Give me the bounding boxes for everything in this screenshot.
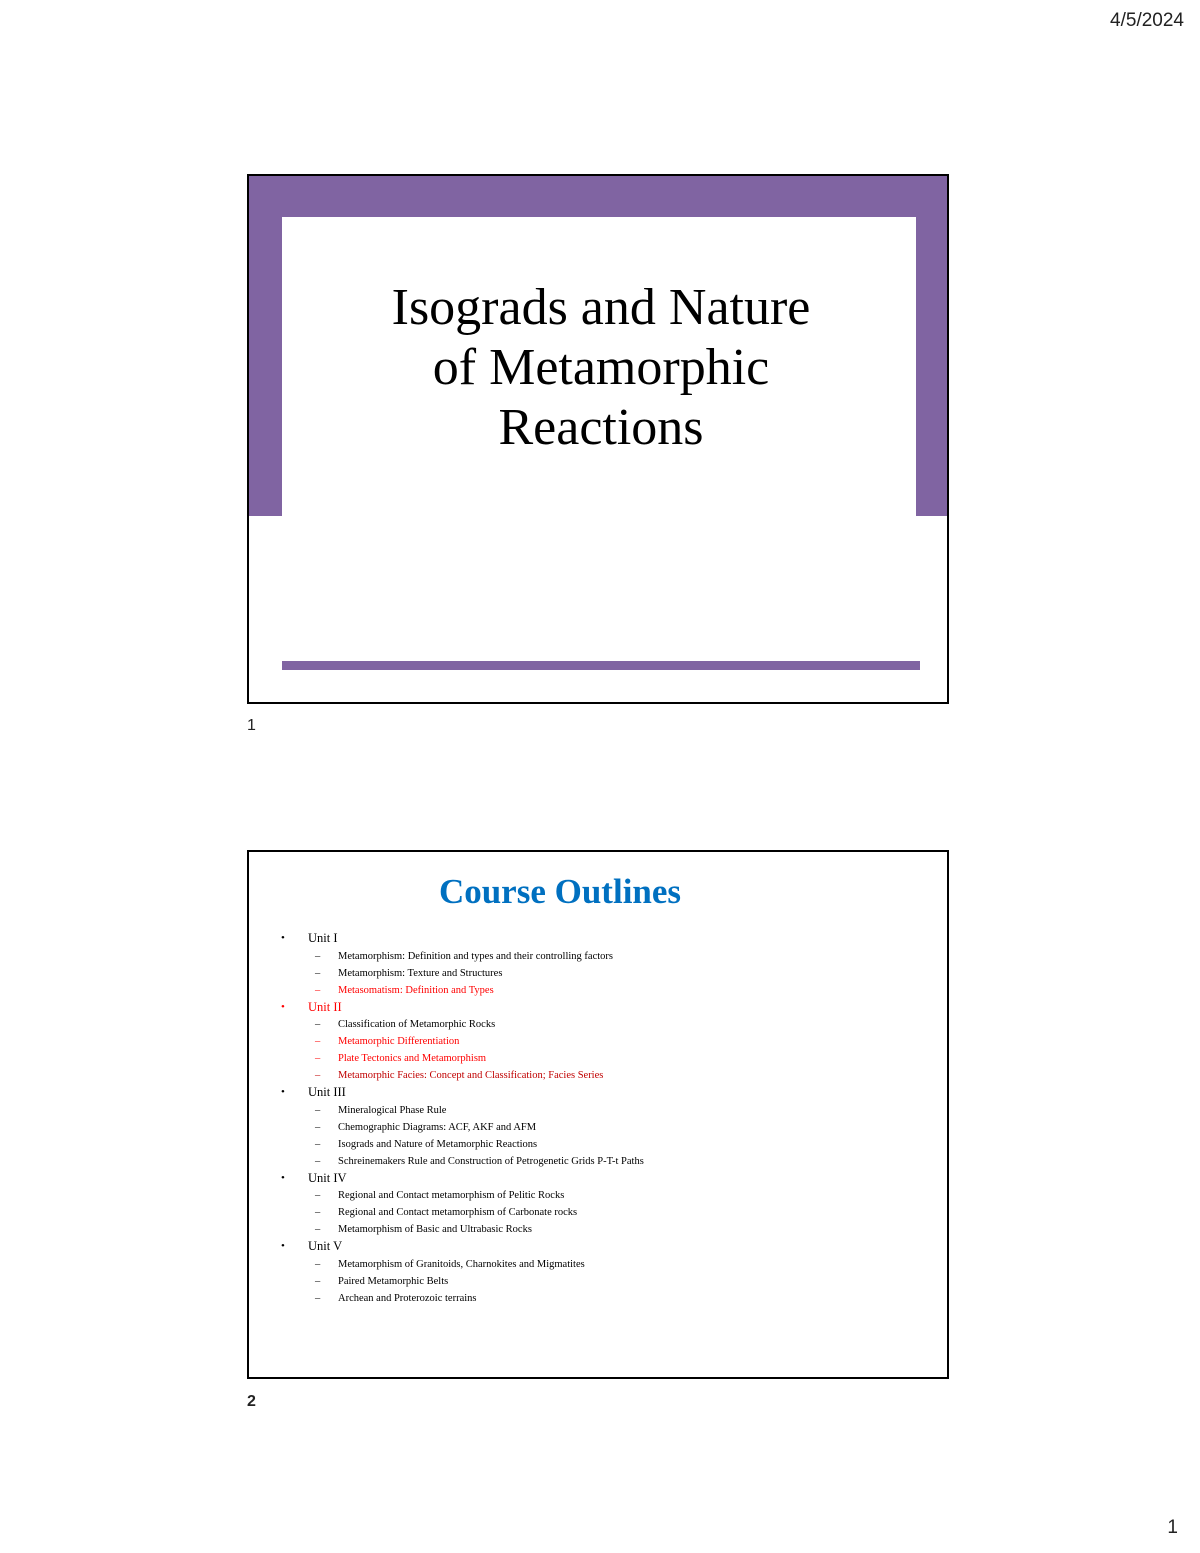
slide-1-title-line: of Metamorphic [432,339,770,396]
slide-2 [247,850,949,1379]
outline-item: – Plate Tectonics and Metamorphism [279,1050,929,1067]
outline-item: – Schreinemakers Rule and Construction of Petrogenetic Grids P-T-t Paths [279,1153,929,1170]
outline-item: – Metamorphism of Basic and Ultrabasic Rocks [279,1221,929,1238]
slide-1-title-line: Reactions [498,399,704,456]
outline-item: – Chemographic Diagrams: ACF, AKF and AFM [279,1119,929,1136]
page-number: 1 [1167,1517,1178,1538]
outline-item: – Metamorphism: Definition and types and their controlling factors [279,948,929,965]
unit-heading: • Unit IV [279,1170,929,1188]
slide-1-title-line: Isograds and Nature [391,279,811,336]
slide-2-number: 2 [247,1393,256,1410]
outline-item: – Metamorphism of Granitoids, Charnokites and Migmatites [279,1256,929,1273]
outline-item: – Regional and Contact metamorphism of Pelitic Rocks [279,1187,929,1204]
outline-item: – Metamorphic Facies: Concept and Classification; Facies Series [279,1067,929,1084]
unit-heading: • Unit I [279,930,929,948]
slide-1-title [282,278,920,458]
outline-item: – Mineralogical Phase Rule [279,1102,929,1119]
outline-item: – Metasomatism: Definition and Types [279,982,929,999]
outline-item: – Isograds and Nature of Metamorphic Reactions [279,1136,929,1153]
slide-1-number: 1 [247,717,256,734]
slide-1-top-band [249,176,947,217]
slide-1-right-band [916,176,947,516]
unit-heading: • Unit III [279,1084,929,1102]
slide-2-title: Course Outlines [438,872,682,911]
outline-item: – Paired Metamorphic Belts [279,1273,929,1290]
slide-1-bottom-bar [282,661,920,670]
outline-item: – Regional and Contact metamorphism of Carbonate rocks [279,1204,929,1221]
outline-item: – Metamorphic Differentiation [279,1033,929,1050]
unit-heading: • Unit II [279,999,929,1017]
document-date: 4/5/2024 [1110,10,1184,31]
slide-1-left-band [249,176,282,516]
outline-item: – Classification of Metamorphic Rocks [279,1016,929,1033]
outline-item: – Metamorphism: Texture and Structures [279,965,929,982]
course-outline-list [279,930,929,1307]
outline-item: – Archean and Proterozoic terrains [279,1290,929,1307]
unit-heading: • Unit V [279,1238,929,1256]
slide-1 [247,174,949,704]
